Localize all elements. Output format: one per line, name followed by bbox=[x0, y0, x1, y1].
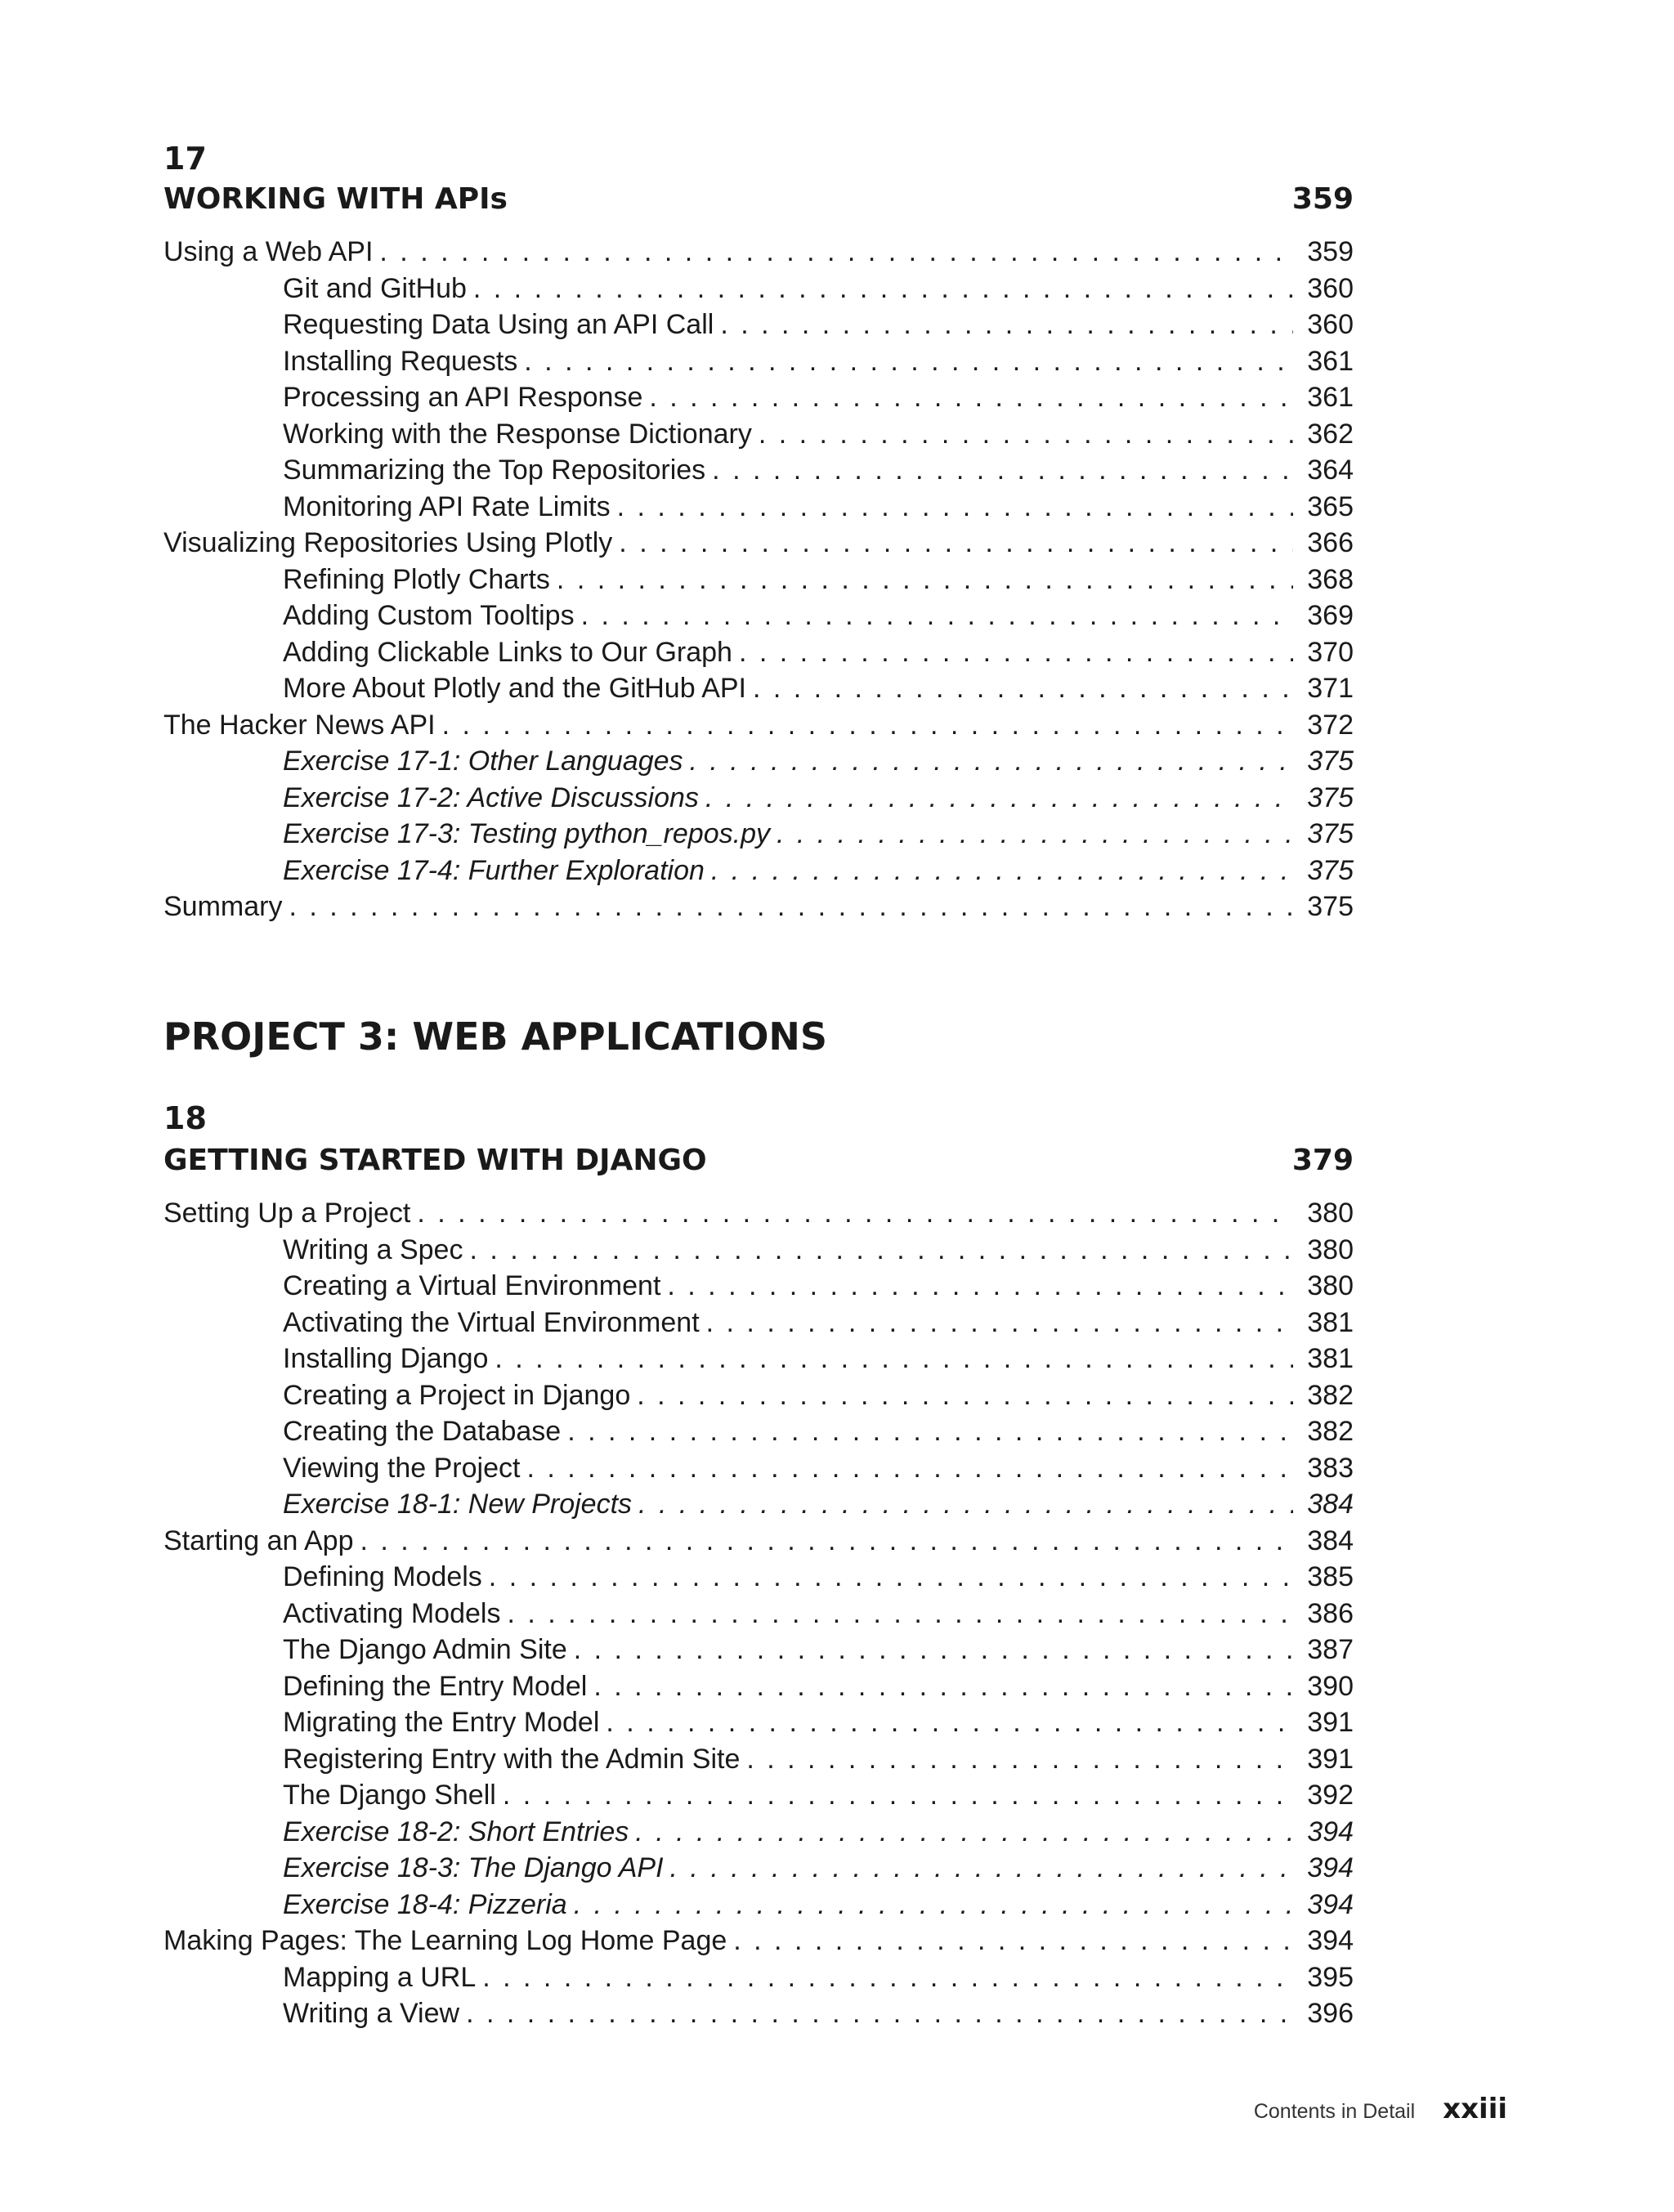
entry-title: Mapping a URL bbox=[283, 1961, 477, 1993]
entry-page-number: 375 bbox=[1307, 854, 1354, 886]
toc-subsection-entry[interactable] bbox=[163, 1995, 1354, 2032]
toc-subsection-entry[interactable] bbox=[163, 1377, 1354, 1414]
entry-title: Writing a View bbox=[283, 1998, 460, 2029]
entry-page-number: 380 bbox=[1307, 1234, 1354, 1265]
entry-page-number: 386 bbox=[1307, 1597, 1354, 1629]
entry-page-number: 368 bbox=[1307, 563, 1354, 595]
toc-section-entry[interactable] bbox=[163, 1195, 1354, 1232]
entry-page-number: 394 bbox=[1307, 1888, 1354, 1920]
toc-subsection-entry[interactable] bbox=[163, 489, 1354, 526]
entry-page-number: 381 bbox=[1307, 1306, 1354, 1338]
entry-title: Summary bbox=[163, 891, 283, 922]
toc-exercise-entry[interactable] bbox=[163, 816, 1354, 853]
toc-subsection-entry[interactable] bbox=[163, 307, 1354, 343]
entry-page-number: 369 bbox=[1307, 600, 1354, 631]
entry-title: Exercise 18-1: New Projects bbox=[283, 1489, 633, 1520]
entry-page-number: 360 bbox=[1307, 309, 1354, 340]
toc-subsection-entry[interactable] bbox=[163, 1341, 1354, 1377]
dot-leader bbox=[360, 1523, 1293, 1560]
entry-title: Starting an App bbox=[163, 1525, 354, 1556]
footer-label: Contents in Detail bbox=[1253, 2100, 1416, 2123]
toc-exercise-entry[interactable] bbox=[163, 780, 1354, 817]
entry-title: Exercise 17-3: Testing python_repos.py bbox=[283, 818, 770, 849]
toc-subsection-entry[interactable] bbox=[163, 562, 1354, 598]
chapter-18-number: 18 bbox=[163, 1100, 207, 1136]
toc-subsection-entry[interactable] bbox=[163, 670, 1354, 707]
toc-subsection-entry[interactable] bbox=[163, 416, 1354, 453]
toc-subsection-entry[interactable] bbox=[163, 379, 1354, 416]
entry-page-number: 380 bbox=[1307, 1198, 1354, 1229]
dot-leader bbox=[739, 634, 1293, 671]
dot-leader bbox=[712, 452, 1293, 489]
dot-leader bbox=[289, 889, 1293, 925]
chapter-18-entries bbox=[163, 1195, 1354, 2032]
toc-subsection-entry[interactable] bbox=[163, 1413, 1354, 1450]
dot-leader bbox=[379, 234, 1293, 271]
dot-leader bbox=[759, 416, 1293, 453]
entry-title: Exercise 18-4: Pizzeria bbox=[283, 1888, 567, 1920]
toc-subsection-entry[interactable] bbox=[163, 634, 1354, 671]
entry-page-number: 383 bbox=[1307, 1452, 1354, 1484]
entry-page-number: 391 bbox=[1307, 1743, 1354, 1775]
entry-page-number: 359 bbox=[1307, 236, 1354, 267]
entry-page-number: 394 bbox=[1307, 1925, 1354, 1956]
chapter-18-title: GETTING STARTED WITH DJANGO bbox=[163, 1144, 707, 1177]
toc-subsection-entry[interactable] bbox=[163, 1668, 1354, 1705]
dot-leader bbox=[574, 1887, 1293, 1923]
dot-leader bbox=[469, 1232, 1293, 1269]
dot-leader bbox=[617, 489, 1293, 526]
entry-title: Monitoring API Rate Limits bbox=[283, 490, 611, 522]
entry-title: Defining the Entry Model bbox=[283, 1670, 588, 1702]
toc-section-entry[interactable] bbox=[163, 707, 1354, 744]
toc-subsection-entry[interactable] bbox=[163, 1232, 1354, 1269]
entry-page-number: 384 bbox=[1307, 1489, 1354, 1520]
entry-title: The Django Admin Site bbox=[283, 1634, 567, 1665]
entry-title: Refining Plotly Charts bbox=[283, 563, 550, 595]
entry-page-number: 361 bbox=[1307, 345, 1354, 377]
chapter-17-page: 359 bbox=[1291, 182, 1354, 216]
entry-page-number: 380 bbox=[1307, 1270, 1354, 1301]
dot-leader bbox=[667, 1268, 1293, 1305]
entry-title: Adding Custom Tooltips bbox=[283, 600, 575, 631]
toc-subsection-entry[interactable] bbox=[163, 1450, 1354, 1487]
entry-page-number: 381 bbox=[1307, 1343, 1354, 1374]
dot-leader bbox=[753, 670, 1293, 707]
dot-leader bbox=[705, 780, 1293, 817]
dot-leader bbox=[690, 743, 1293, 780]
dot-leader bbox=[670, 1850, 1293, 1887]
toc-exercise-entry[interactable] bbox=[163, 1850, 1354, 1887]
entry-page-number: 392 bbox=[1307, 1780, 1354, 1811]
chapter-17-number: 17 bbox=[163, 141, 207, 177]
dot-leader bbox=[482, 1959, 1293, 1996]
dot-leader bbox=[567, 1413, 1293, 1450]
toc-subsection-entry[interactable] bbox=[163, 1704, 1354, 1741]
dot-leader bbox=[495, 1341, 1293, 1377]
project-3-heading: PROJECT 3: WEB APPLICATIONS bbox=[163, 1014, 828, 1059]
entry-title: Using a Web API bbox=[163, 236, 374, 267]
entry-title: Working with the Response Dictionary bbox=[283, 418, 752, 450]
chapter-18-heading bbox=[163, 1143, 1354, 1179]
entry-title: Installing Requests bbox=[283, 345, 518, 377]
toc-subsection-entry[interactable] bbox=[163, 1777, 1354, 1814]
entry-title: The Django Shell bbox=[283, 1780, 496, 1811]
entry-page-number: 370 bbox=[1307, 636, 1354, 668]
entry-title: Git and GitHub bbox=[283, 272, 467, 304]
toc-exercise-entry[interactable] bbox=[163, 1814, 1354, 1851]
entry-page-number: 366 bbox=[1307, 527, 1354, 558]
entry-page-number: 396 bbox=[1307, 1998, 1354, 2029]
entry-title: Exercise 17-1: Other Languages bbox=[283, 746, 683, 777]
toc-section-entry[interactable] bbox=[163, 234, 1354, 271]
dot-leader bbox=[581, 598, 1293, 634]
entry-title: Setting Up a Project bbox=[163, 1198, 411, 1229]
entry-title: Exercise 18-2: Short Entries bbox=[283, 1816, 629, 1847]
entry-title: Creating the Database bbox=[283, 1416, 562, 1447]
entry-page-number: 395 bbox=[1307, 1961, 1354, 1993]
dot-leader bbox=[619, 525, 1293, 562]
entry-title: Creating a Project in Django bbox=[283, 1379, 631, 1411]
toc-section-entry[interactable] bbox=[163, 1523, 1354, 1560]
toc-subsection-entry[interactable] bbox=[163, 452, 1354, 489]
dot-leader bbox=[442, 707, 1293, 744]
toc-subsection-entry[interactable] bbox=[163, 1559, 1354, 1596]
entry-title: Exercise 17-4: Further Exploration bbox=[283, 854, 705, 886]
dot-leader bbox=[635, 1814, 1293, 1851]
dot-leader bbox=[638, 1486, 1293, 1523]
entry-page-number: 385 bbox=[1307, 1561, 1354, 1592]
entry-title: Summarizing the Top Repositories bbox=[283, 454, 706, 486]
dot-leader bbox=[524, 343, 1293, 380]
entry-page-number: 375 bbox=[1307, 781, 1354, 813]
dot-leader bbox=[473, 271, 1293, 307]
entry-title: Requesting Data Using an API Call bbox=[283, 309, 714, 340]
dot-leader bbox=[503, 1777, 1293, 1814]
entry-page-number: 375 bbox=[1307, 891, 1354, 922]
entry-page-number: 384 bbox=[1307, 1525, 1354, 1556]
entry-page-number: 375 bbox=[1307, 818, 1354, 849]
entry-title: The Hacker News API bbox=[163, 709, 436, 741]
entry-title: Activating the Virtual Environment bbox=[283, 1306, 700, 1338]
dot-leader bbox=[706, 1305, 1293, 1341]
entry-page-number: 372 bbox=[1307, 709, 1354, 741]
toc-exercise-entry[interactable] bbox=[163, 1486, 1354, 1523]
entry-title: Exercise 17-2: Active Discussions bbox=[283, 781, 699, 813]
dot-leader bbox=[507, 1596, 1293, 1632]
toc-section-entry[interactable] bbox=[163, 1923, 1354, 1959]
dot-leader bbox=[720, 307, 1293, 343]
chapter-17-entries bbox=[163, 234, 1354, 925]
dot-leader bbox=[466, 1995, 1293, 2032]
dot-leader bbox=[649, 379, 1293, 416]
dot-leader bbox=[733, 1923, 1293, 1959]
chapter-18-page: 379 bbox=[1291, 1144, 1354, 1177]
toc-section-entry[interactable] bbox=[163, 889, 1354, 925]
entry-page-number: 362 bbox=[1307, 418, 1354, 450]
entry-page-number: 371 bbox=[1307, 673, 1354, 704]
toc-subsection-entry[interactable] bbox=[163, 1305, 1354, 1341]
toc-subsection-entry[interactable] bbox=[163, 1268, 1354, 1305]
dot-leader bbox=[777, 816, 1293, 853]
entry-page-number: 360 bbox=[1307, 272, 1354, 304]
entry-page-number: 390 bbox=[1307, 1670, 1354, 1702]
toc-subsection-entry[interactable] bbox=[163, 1741, 1354, 1778]
dot-leader bbox=[746, 1741, 1293, 1778]
toc-subsection-entry[interactable] bbox=[163, 1959, 1354, 1996]
entry-page-number: 365 bbox=[1307, 490, 1354, 522]
entry-title: Exercise 18-3: The Django API bbox=[283, 1852, 664, 1883]
entry-title: Visualizing Repositories Using Plotly bbox=[163, 527, 613, 558]
dot-leader bbox=[574, 1632, 1293, 1668]
dot-leader bbox=[593, 1668, 1293, 1705]
chapter-17-title: WORKING WITH APIs bbox=[163, 182, 508, 216]
toc-subsection-entry[interactable] bbox=[163, 343, 1354, 380]
entry-page-number: 394 bbox=[1307, 1852, 1354, 1883]
dot-leader bbox=[711, 853, 1293, 889]
chapter-17-heading bbox=[163, 181, 1354, 217]
toc-subsection-entry[interactable] bbox=[163, 271, 1354, 307]
dot-leader bbox=[417, 1195, 1293, 1232]
toc-subsection-entry[interactable] bbox=[163, 1596, 1354, 1632]
toc-exercise-entry[interactable] bbox=[163, 1887, 1354, 1923]
entry-title: Viewing the Project bbox=[283, 1452, 521, 1484]
entry-title: Installing Django bbox=[283, 1343, 489, 1374]
entry-page-number: 391 bbox=[1307, 1707, 1354, 1738]
dot-leader bbox=[489, 1559, 1293, 1596]
entry-title: Migrating the Entry Model bbox=[283, 1707, 600, 1738]
entry-title: Creating a Virtual Environment bbox=[283, 1270, 661, 1301]
entry-title: Making Pages: The Learning Log Home Page bbox=[163, 1925, 727, 1956]
entry-title: Defining Models bbox=[283, 1561, 482, 1592]
entry-page-number: 382 bbox=[1307, 1416, 1354, 1447]
toc-subsection-entry[interactable] bbox=[163, 598, 1354, 634]
entry-page-number: 375 bbox=[1307, 746, 1354, 777]
entry-page-number: 394 bbox=[1307, 1816, 1354, 1847]
toc-exercise-entry[interactable] bbox=[163, 743, 1354, 780]
dot-leader bbox=[557, 562, 1293, 598]
entry-title: Writing a Spec bbox=[283, 1234, 463, 1265]
toc-subsection-entry[interactable] bbox=[163, 1632, 1354, 1668]
page-footer bbox=[1254, 2093, 1507, 2125]
dot-leader bbox=[637, 1377, 1293, 1414]
entry-title: Registering Entry with the Admin Site bbox=[283, 1743, 741, 1775]
entry-page-number: 387 bbox=[1307, 1634, 1354, 1665]
entry-title: Processing an API Response bbox=[283, 382, 643, 413]
dot-leader bbox=[606, 1704, 1293, 1741]
entry-page-number: 364 bbox=[1307, 454, 1354, 486]
page-number: xxiii bbox=[1443, 2093, 1507, 2125]
toc-section-entry[interactable] bbox=[163, 525, 1354, 562]
entry-title: Activating Models bbox=[283, 1597, 501, 1629]
toc-exercise-entry[interactable] bbox=[163, 853, 1354, 889]
dot-leader bbox=[526, 1450, 1293, 1487]
entry-title: Adding Clickable Links to Our Graph bbox=[283, 636, 732, 668]
entry-page-number: 361 bbox=[1307, 382, 1354, 413]
entry-title: More About Plotly and the GitHub API bbox=[283, 673, 746, 704]
entry-page-number: 382 bbox=[1307, 1379, 1354, 1411]
